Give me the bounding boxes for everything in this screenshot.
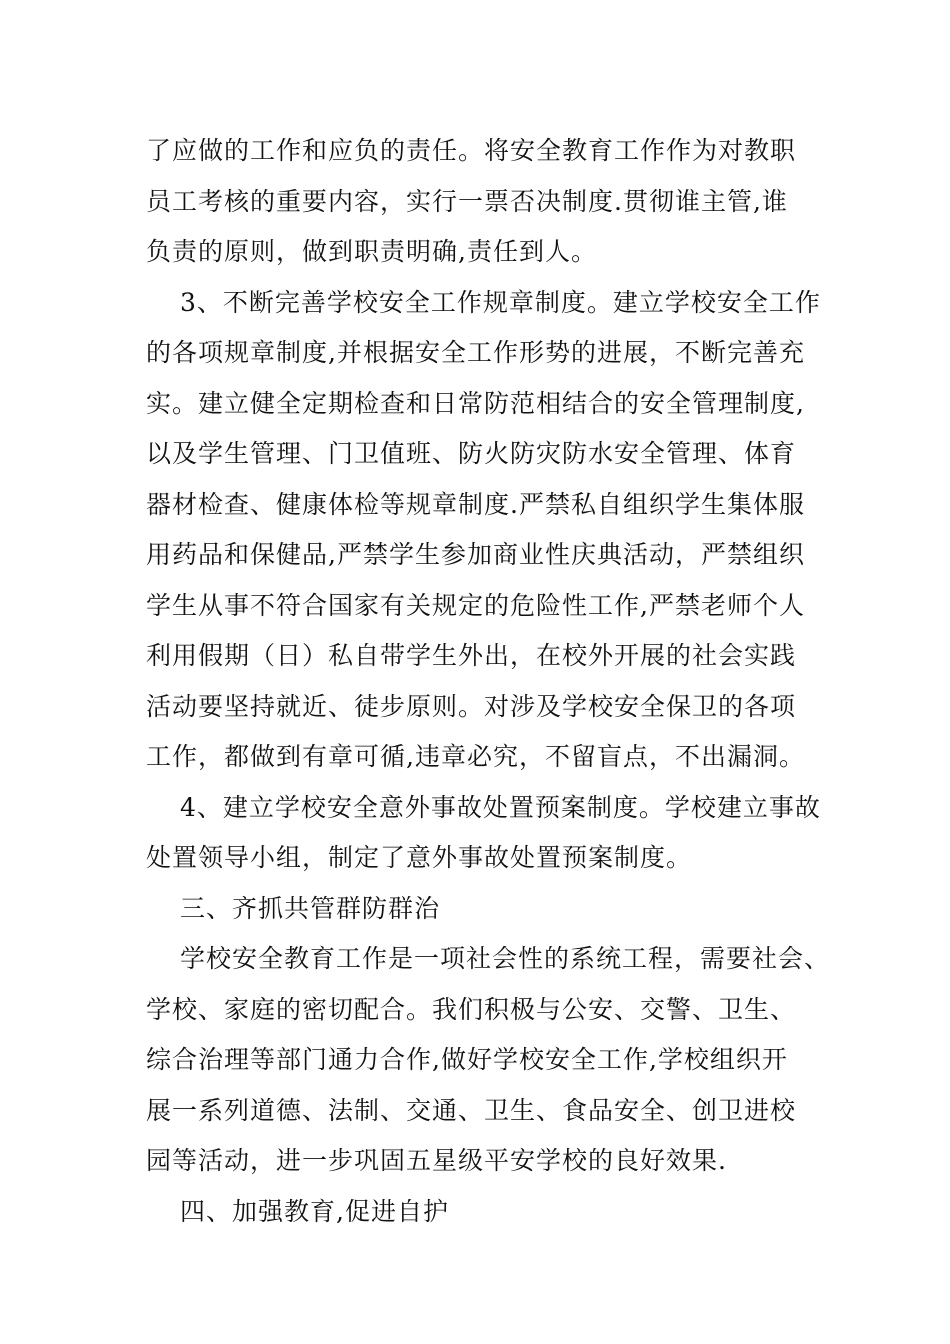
text-line: 员工考核的重要内容，实行一票否决制度.贯彻谁主管,谁 bbox=[146, 186, 788, 216]
section-heading: 三、齐抓共管群防群治 bbox=[180, 893, 441, 923]
text-line: 器材检查、健康体检等规章制度.严禁私自组织学生集体服 bbox=[146, 489, 805, 519]
text-line: 处置领导小组，制定了意外事故处置预案制度。 bbox=[146, 843, 693, 872]
text-line: 实。建立健全定期检查和日常防范相结合的安全管理制度, bbox=[146, 388, 805, 418]
paragraph-start-line: 学校安全教育工作是一项社会性的系统工程，需要社会、 bbox=[180, 944, 831, 973]
text-line: 综合治理等部门通力合作,做好学校安全工作,学校组织开 bbox=[146, 1045, 788, 1074]
text-line: 学校、家庭的密切配合。我们积极与公安、交警、卫生、 bbox=[146, 994, 797, 1024]
text-line: 展一系列道德、法制、交通、卫生、食品安全、创卫进校 bbox=[146, 1095, 797, 1125]
text-line: 以及学生管理、门卫值班、防火防灾防水安全管理、体育 bbox=[146, 439, 797, 468]
text-line: 的各项规章制度,并根据安全工作形势的进展，不断完善充 bbox=[146, 338, 805, 367]
text-line: 利用假期（日）私自带学生外出，在校外开展的社会实践 bbox=[146, 641, 797, 670]
text-line: 园等活动，进一步巩固五星级平安学校的良好效果. bbox=[146, 1146, 727, 1175]
text-line: 学生从事不符合国家有关规定的危险性工作,严禁老师个人 bbox=[146, 590, 805, 620]
text-line: 负责的原则，做到职责明确,责任到人。 bbox=[146, 237, 597, 266]
text-line: 了应做的工作和应负的责任。将安全教育工作作为对教职 bbox=[146, 136, 797, 165]
paragraph-start-line: 4、建立学校安全意外事故处置预案制度。学校建立事故 bbox=[180, 792, 821, 822]
text-line: 工作，都做到有章可循,违章必究，不留盲点，不出漏洞。 bbox=[146, 742, 805, 771]
text-line: 活动要坚持就近、徒步原则。对涉及学校安全保卫的各项 bbox=[146, 691, 797, 721]
text-line: 用药品和保健品,严禁学生参加商业性庆典活动，严禁组织 bbox=[146, 540, 805, 569]
paragraph-start-line: 3、不断完善学校安全工作规章制度。建立学校安全工作 bbox=[180, 287, 821, 317]
document-body bbox=[146, 126, 831, 1237]
section-heading: 四、加强教育,促进自护 bbox=[180, 1196, 449, 1226]
